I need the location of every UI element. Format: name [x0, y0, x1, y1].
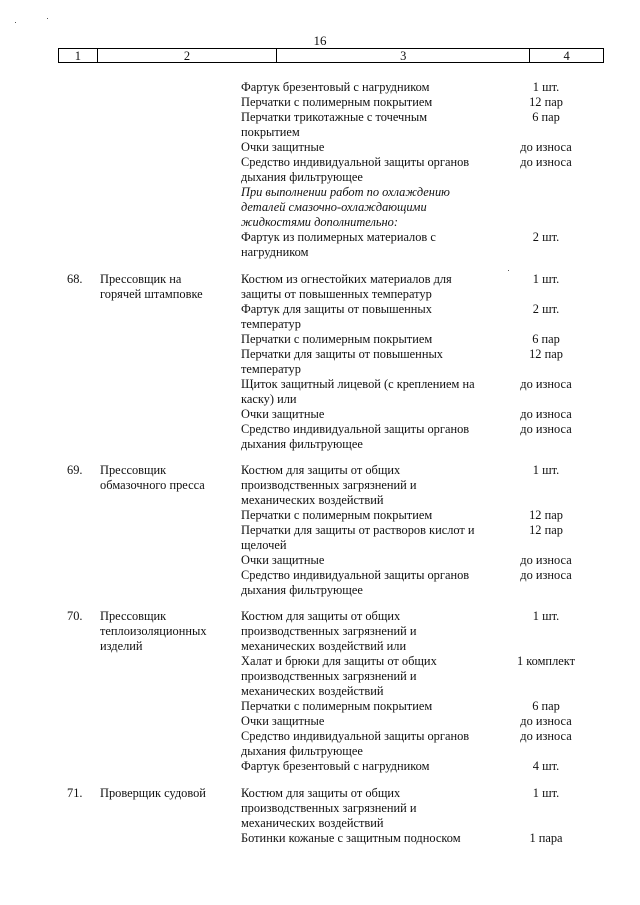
item-name: Очки защитные	[241, 407, 325, 421]
item-name: Средство индивидуальной защиты органов дыхания фильтрующее	[241, 422, 470, 451]
item-qty: до износа	[520, 407, 572, 421]
item-name: Костюм для защиты от общих производственных загрязнений и механических воздействий	[241, 786, 417, 830]
item-qty: до износа	[520, 729, 572, 743]
profession: Прессовщик обмазочного пресса	[100, 463, 205, 492]
item-qty: до износа	[520, 155, 572, 169]
item-qty: 1 шт.	[532, 463, 560, 477]
item-qty: 1 комплект	[516, 654, 576, 668]
scan-speck	[15, 22, 16, 23]
item-qty: 12 пар	[529, 347, 563, 361]
item-qty: 1 шт.	[532, 786, 560, 800]
item-qty: 1 пара	[529, 831, 563, 845]
item-qty: до износа	[520, 553, 572, 567]
item-qty: 12 пар	[529, 523, 563, 537]
item-name: Перчатки для защиты от растворов кислот и щелочей	[241, 523, 475, 552]
item-name: Фартук брезентовый с нагрудником	[241, 759, 430, 773]
item-name: Костюм для защиты от общих производственных загрязнений и механических воздействий или	[241, 609, 417, 653]
item-name: Костюм для защиты от общих производственных загрязнений и механических воздействий	[241, 463, 417, 507]
item-name: Очки защитные	[241, 714, 325, 728]
entry-number: 69.	[67, 463, 83, 477]
item-qty: до износа	[520, 377, 572, 391]
table-header	[58, 48, 604, 63]
item-qty: 6 пар	[532, 699, 560, 713]
item-qty: 1 шт.	[532, 272, 560, 286]
header-col-4: 4	[563, 49, 570, 63]
item-name: Перчатки для защиты от повышенных температур	[241, 347, 443, 376]
item-name: Перчатки с полимерным покрытием	[241, 332, 433, 346]
item-name: Средство индивидуальной защиты органов дыхания фильтрующее	[241, 568, 470, 597]
entry-number: 71.	[67, 786, 83, 800]
item-qty: до износа	[520, 714, 572, 728]
header-col-2: 2	[98, 49, 277, 62]
item-name: Фартук брезентовый с нагрудником	[241, 80, 430, 94]
item-name: Очки защитные	[241, 140, 325, 154]
header-col-3: 3	[277, 49, 530, 62]
item-qty: до износа	[520, 140, 572, 154]
header-col-1: 1	[59, 49, 98, 62]
profession: Проверщик судовой	[100, 786, 206, 800]
item-name: Ботинки кожаные с защитным подноском	[241, 831, 461, 845]
item-qty: 2 шт.	[532, 230, 560, 244]
item-qty: 1 шт.	[532, 80, 560, 94]
item-name: Перчатки трикотажные с точечным покрытием	[241, 110, 428, 139]
item-qty: до износа	[520, 422, 572, 436]
item-name: Средство индивидуальной защиты органов дыхания фильтрующее	[241, 729, 470, 758]
item-qty: до износа	[520, 568, 572, 582]
scan-speck	[508, 270, 509, 271]
item-qty: 12 пар	[529, 508, 563, 522]
item-name: Щиток защитный лицевой (с креплением на каску) или	[241, 377, 475, 406]
entry-number: 70.	[67, 609, 83, 623]
item-name: Халат и брюки для защиты от общих производственных загрязнений и механических воздействий	[241, 654, 437, 698]
item-name: Перчатки с полимерным покрытием	[241, 508, 433, 522]
item-name: Фартук для защиты от повышенных температур	[241, 302, 432, 331]
item-qty: 1 шт.	[532, 609, 560, 623]
entry-number: 68.	[67, 272, 83, 286]
item-name: Фартук из полимерных материалов с нагрудником	[241, 230, 436, 259]
item-note: При выполнении работ по охлаждению деталей смазочно-охлаждающими жидкостями дополнительно:	[241, 185, 450, 229]
item-name: Перчатки с полимерным покрытием	[241, 699, 433, 713]
item-qty: 12 пар	[529, 95, 563, 109]
item-qty: 2 шт.	[532, 302, 560, 316]
item-qty: 6 пар	[532, 332, 560, 346]
item-name: Костюм из огнестойких материалов для защиты от повышенных температур	[241, 272, 452, 301]
item-qty: 6 пар	[532, 110, 560, 124]
item-name: Очки защитные	[241, 553, 325, 567]
scan-speck	[47, 18, 48, 19]
page-number: 16	[313, 33, 327, 48]
profession: Прессовщик теплоизоляционных изделий	[100, 609, 207, 653]
item-qty: 4 шт.	[532, 759, 560, 773]
profession: Прессовщик на горячей штамповке	[100, 272, 203, 301]
item-name: Перчатки с полимерным покрытием	[241, 95, 433, 109]
item-name: Средство индивидуальной защиты органов дыхания фильтрующее	[241, 155, 470, 184]
